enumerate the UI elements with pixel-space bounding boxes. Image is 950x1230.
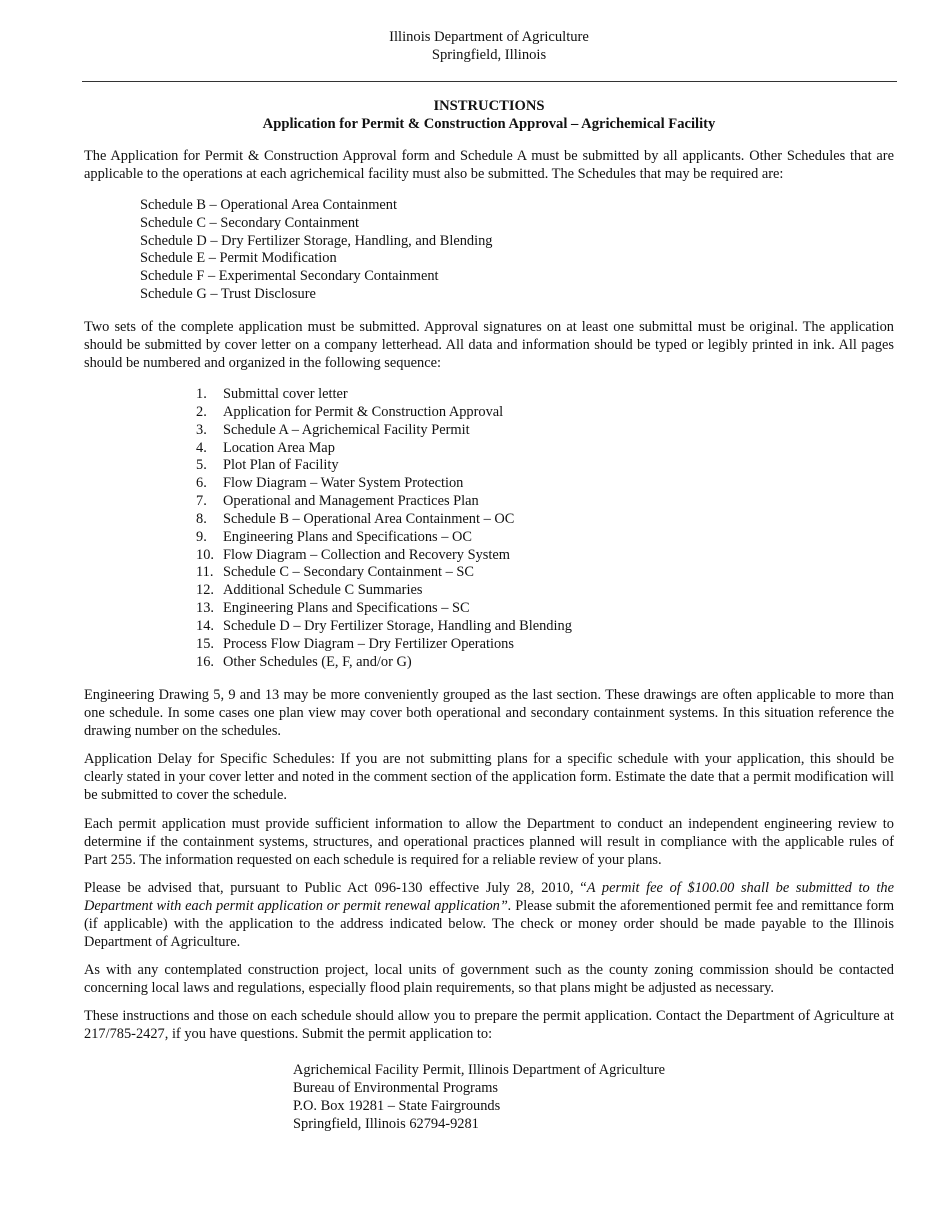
delay-paragraph: Application Delay for Specific Schedules: If you are not submitting plans for a specific schedule with your application, this should be clearly stated in your cover letter and noted in the comment section of the application form. Estimate the date that a permit modification will be submitted to cover the schedule.: [84, 751, 894, 803]
address-line: P.O. Box 19281 – State Fairgrounds: [293, 1098, 501, 1114]
letterhead: [84, 0, 894, 64]
list-item: [196, 582, 572, 600]
list-item: [196, 654, 572, 672]
fee-tail: Please submit the aforementioned permit fee and remittance form (if applicable) with the application to the address indicated below. The check or money order should be made payable to the Illinois Department of Agriculture.: [84, 898, 895, 950]
agency-name: Illinois Department of Agriculture: [389, 29, 589, 45]
information-paragraph: Each permit application must provide sufficient information to allow the Department to conduct an independent engineering review to determine if the containment systems, structures, and operational practices planned will result in compliance with the applicable rules of Part 255. The information requested on each schedule is required for a reliable review of your plans.: [84, 816, 894, 868]
item-text: Other Schedules (E, F, and/or G): [223, 653, 412, 670]
list-item: [196, 475, 572, 493]
contact-paragraph: These instructions and those on each schedule should allow you to prepare the permit application. Contact the Department of Agriculture at 217/785-2427, if you have questions. Submit the permit application to:: [84, 1008, 894, 1042]
list-item: Schedule E – Permit Modification: [140, 250, 337, 267]
item-text: Application for Permit & Construction Approval: [223, 403, 504, 420]
agency-location: Springfield, Illinois: [431, 47, 547, 63]
item-number: 15.: [196, 635, 214, 652]
intro-paragraph: The Application for Permit & Construction Approval form and Schedule A must be submitted by all applicants. Other Schedules that are applicable to the operations at each agrichemical facility must also be submitted. The Schedules that may be required are:: [84, 148, 894, 182]
item-number: 12.: [196, 582, 214, 599]
item-text: Schedule B – Operational Area Containment – OC: [223, 510, 515, 527]
item-text: Plot Plan of Facility: [223, 457, 339, 474]
item-number: 11.: [196, 564, 214, 581]
item-number: 13.: [196, 600, 214, 617]
list-item: [196, 404, 572, 422]
fee-paragraph: [84, 879, 894, 951]
item-number: 1.: [196, 386, 207, 402]
sequence-list: [196, 386, 572, 672]
item-number: 4.: [196, 439, 207, 456]
list-item: Schedule D – Dry Fertilizer Storage, Handling, and Blending: [140, 232, 493, 249]
page-subtitle: Application for Permit & Construction Approval – Agrichemical Facility: [262, 116, 716, 132]
mailing-address: [293, 1061, 665, 1133]
item-number: 7.: [196, 493, 207, 510]
item-text: Additional Schedule C Summaries: [223, 582, 423, 599]
list-item: [196, 493, 572, 511]
item-text: Submittal cover letter: [223, 386, 348, 402]
item-number: 16.: [196, 653, 214, 670]
schedule-list: [140, 197, 493, 304]
item-number: 2.: [196, 403, 207, 420]
document-titles: [84, 97, 894, 133]
item-text: Schedule C – Secondary Containment – SC: [223, 564, 475, 581]
item-number: 6.: [196, 475, 207, 492]
list-item: [196, 511, 572, 529]
item-text: Location Area Map: [223, 439, 335, 456]
page-header: [84, 0, 894, 64]
header-divider: [82, 81, 897, 82]
address-line: Bureau of Environmental Programs: [293, 1080, 499, 1096]
item-text: Engineering Plans and Specifications – OC: [223, 528, 472, 545]
list-item: [196, 564, 572, 582]
list-item: Schedule B – Operational Area Containment: [140, 197, 397, 213]
list-item: [196, 457, 572, 475]
item-number: 10.: [196, 546, 214, 563]
list-item: [196, 440, 572, 458]
item-number: 9.: [196, 528, 207, 545]
fee-lead: Please be advised that, pursuant to Public Act 096-130 effective July 28, 2010, “: [84, 880, 587, 896]
list-item: [196, 529, 572, 547]
list-item: Schedule F – Experimental Secondary Containment: [140, 268, 439, 285]
list-item: [196, 547, 572, 565]
list-item: Schedule C – Secondary Containment: [140, 214, 360, 231]
item-text: Schedule A – Agrichemical Facility Permit: [223, 421, 470, 438]
item-number: 14.: [196, 617, 214, 634]
list-item: Schedule G – Trust Disclosure: [140, 285, 316, 302]
item-text: Flow Diagram – Collection and Recovery System: [223, 546, 510, 563]
page-title: INSTRUCTIONS: [433, 98, 545, 114]
item-text: Operational and Management Practices Plan: [223, 493, 479, 510]
list-item: [196, 618, 572, 636]
item-text: Process Flow Diagram – Dry Fertilizer Operations: [223, 635, 514, 652]
item-text: Schedule D – Dry Fertilizer Storage, Handling and Blending: [223, 617, 572, 634]
list-item: [196, 600, 572, 618]
engineering-paragraph: Engineering Drawing 5, 9 and 13 may be more conveniently grouped as the last section. These drawings are often applicable to more than one schedule. In some cases one plan view may cover both operational and secondary containment systems. In this situation reference the drawing number on the schedules.: [84, 687, 894, 739]
fee-quote: A permit fee of $100.00 shall be submitted to the Department with each permit application or permit renewal application”.: [84, 880, 894, 914]
item-number: 3.: [196, 421, 207, 438]
address-line: Springfield, Illinois 62794-9281: [293, 1116, 479, 1132]
item-number: 5.: [196, 457, 207, 474]
item-text: Flow Diagram – Water System Protection: [223, 475, 464, 492]
list-item: [196, 422, 572, 440]
item-number: 8.: [196, 510, 207, 527]
address-line: Agrichemical Facility Permit, Illinois Department of Agriculture: [293, 1062, 666, 1078]
item-text: Engineering Plans and Specifications – SC: [223, 600, 470, 617]
local-government-paragraph: As with any contemplated construction project, local units of government such as the county zoning commission should be contacted concerning local laws and regulations, especially flood plain requirements, so that plans might be adjusted as necessary.: [84, 962, 894, 996]
submission-paragraph: Two sets of the complete application must be submitted. Approval signatures on at least one submittal must be original. The application should be submitted by cover letter on a company letterhead. All data and information should be typed or legibly printed in ink. All pages should be numbered and organized in the following sequence:: [84, 319, 894, 371]
list-item: [196, 386, 572, 404]
list-item: [196, 636, 572, 654]
